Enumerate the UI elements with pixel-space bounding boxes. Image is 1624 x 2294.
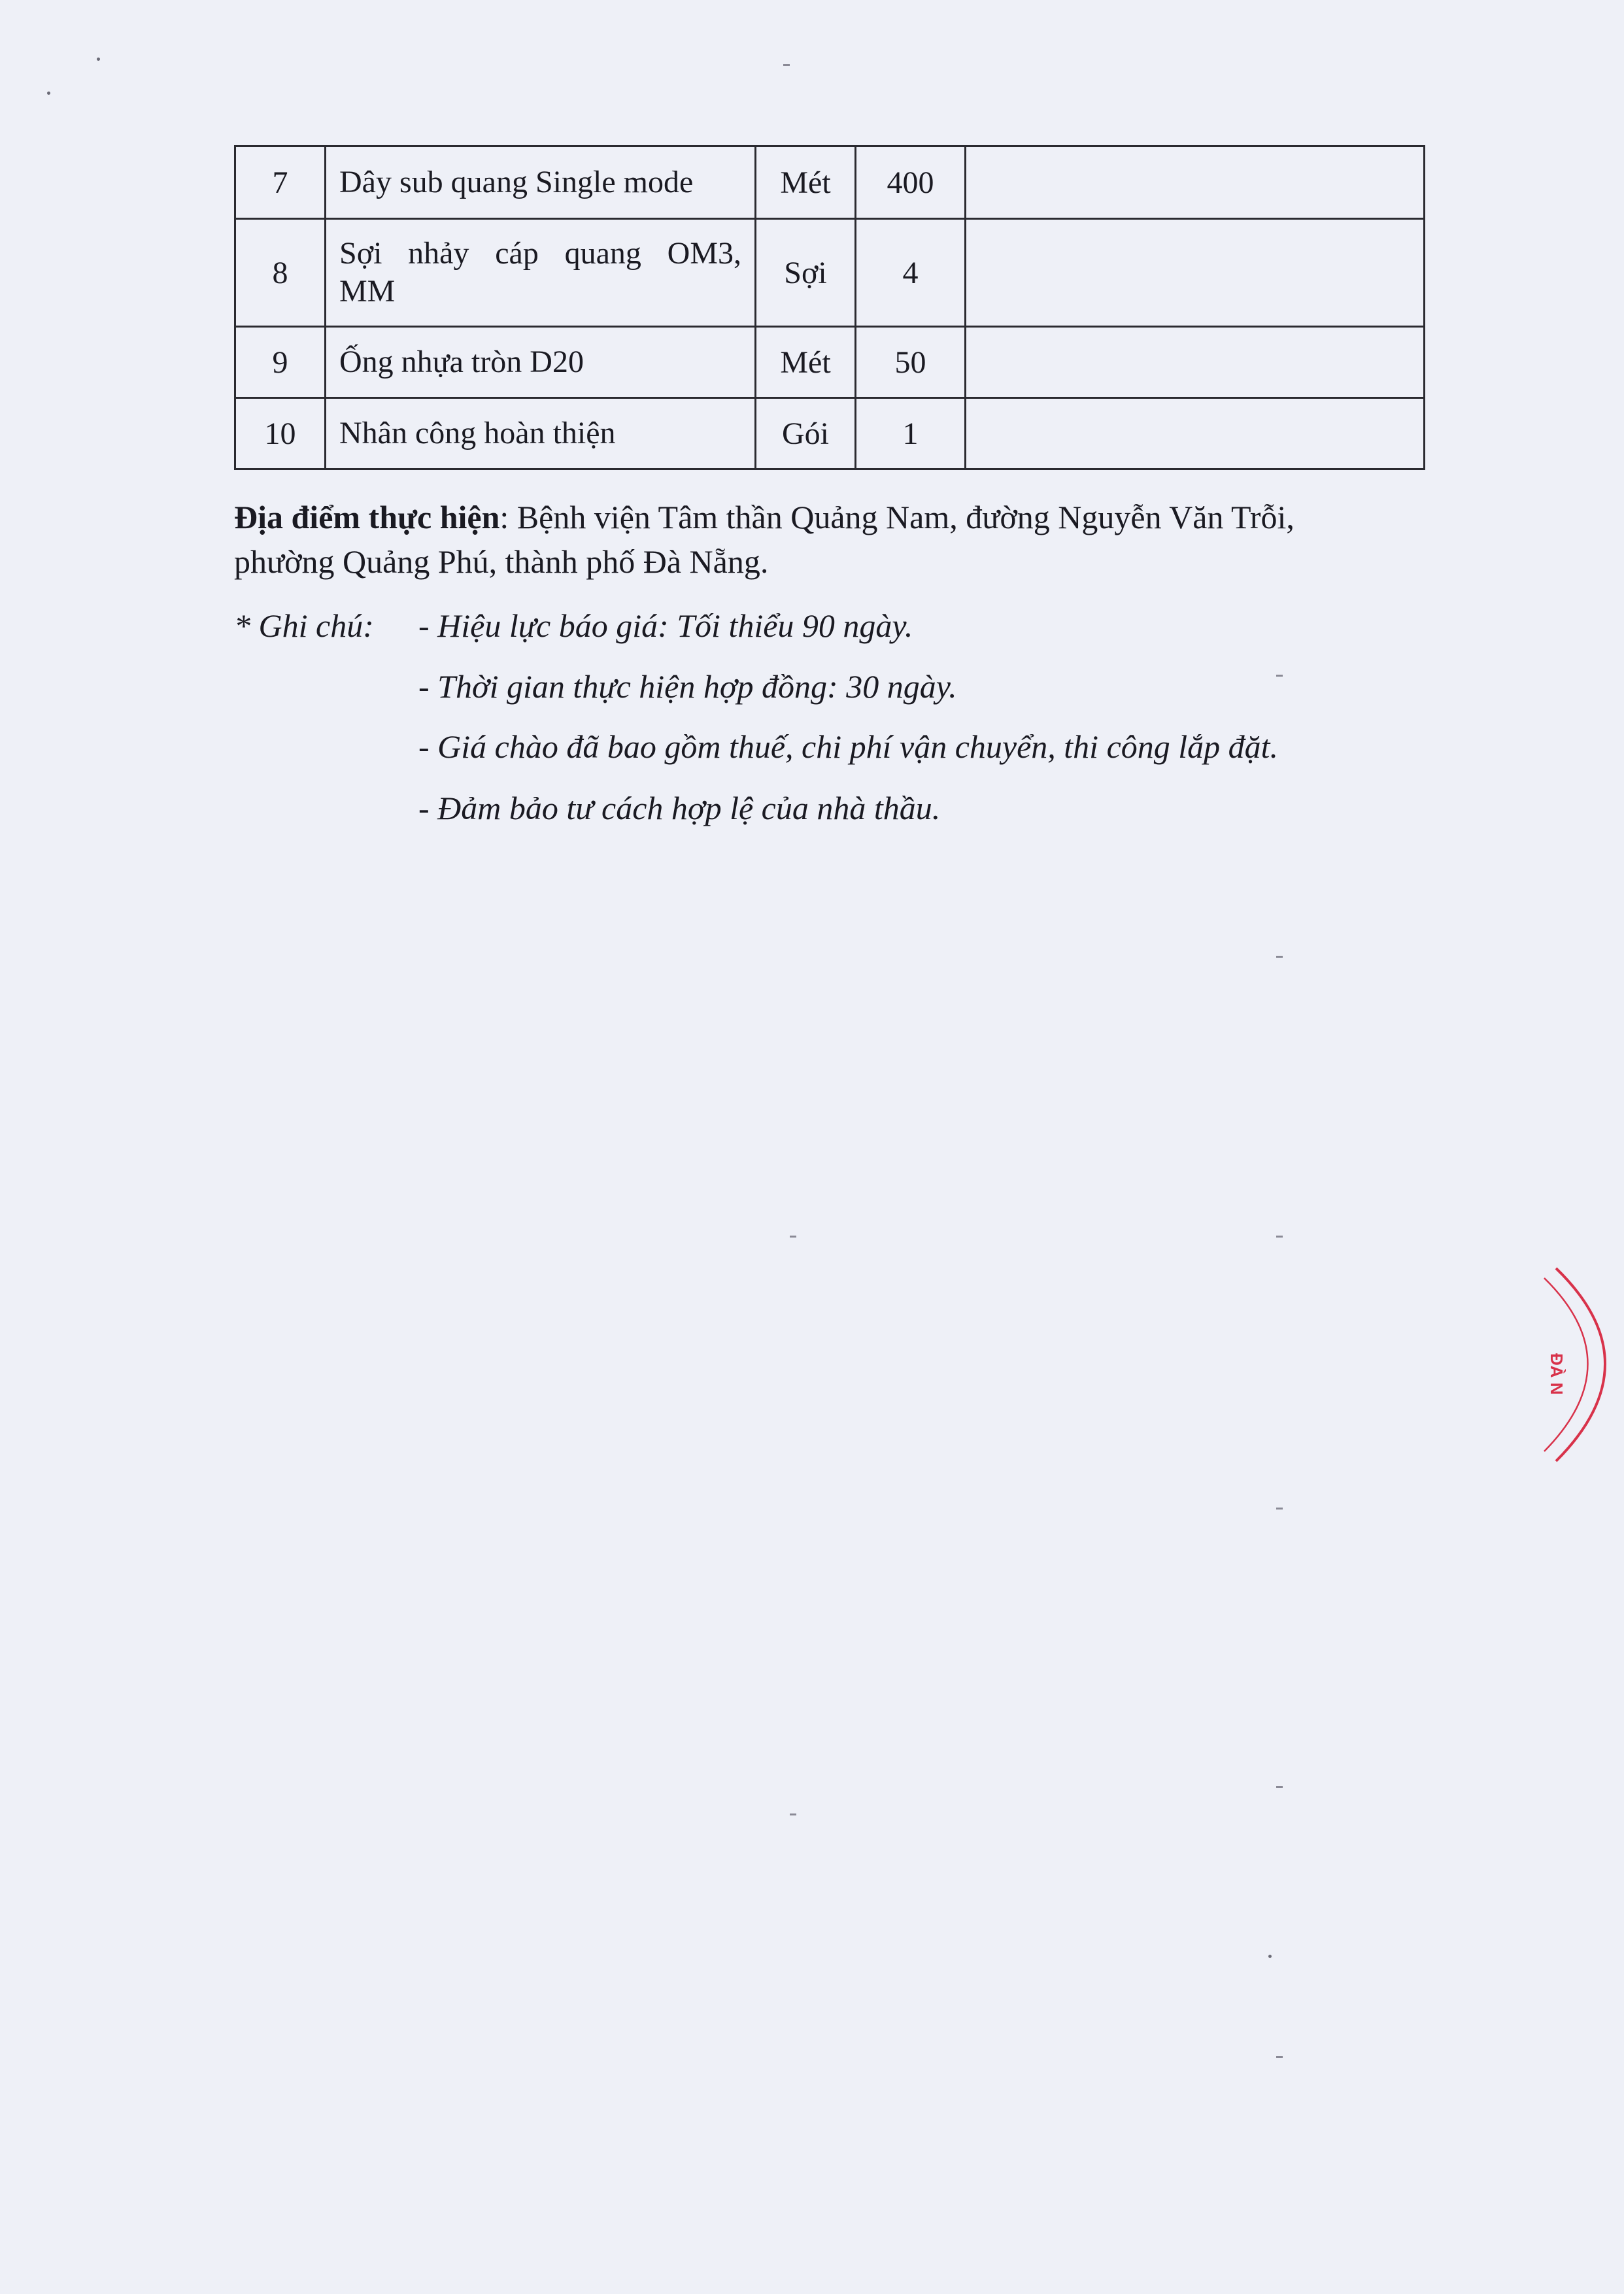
item-name bbox=[326, 219, 756, 327]
scan-mark bbox=[1276, 956, 1283, 958]
item-name-line-1: Sợi nhảy cáp quang OM3, bbox=[339, 236, 741, 271]
scan-mark bbox=[97, 58, 100, 61]
note-item: - Đảm bảo tư cách hợp lệ của nhà thầu. bbox=[418, 790, 941, 826]
scan-mark bbox=[790, 1236, 796, 1238]
scan-mark bbox=[1276, 675, 1283, 677]
item-unit: Sợi bbox=[756, 219, 856, 327]
location-label: Địa điểm thực hiện bbox=[234, 499, 500, 535]
row-number: 8 bbox=[235, 219, 326, 327]
row-number: 10 bbox=[235, 398, 326, 469]
scan-mark bbox=[1276, 1786, 1283, 1788]
items-table bbox=[234, 145, 1425, 470]
item-unit: Mét bbox=[756, 146, 856, 219]
item-quantity: 50 bbox=[856, 327, 966, 398]
item-note bbox=[966, 398, 1425, 469]
scan-mark bbox=[1276, 1508, 1283, 1510]
notes-label: * Ghi chú: bbox=[234, 607, 374, 644]
item-name: Dây sub quang Single mode bbox=[326, 146, 756, 219]
item-quantity: 4 bbox=[856, 219, 966, 327]
scan-mark bbox=[1268, 1955, 1272, 1958]
seal-text: ĐÀ N bbox=[1547, 1353, 1566, 1395]
item-note bbox=[966, 146, 1425, 219]
note-item: - Thời gian thực hiện hợp đồng: 30 ngày. bbox=[418, 668, 957, 705]
item-name: Ống nhựa tròn D20 bbox=[326, 327, 756, 398]
table-row bbox=[235, 398, 1425, 469]
table-row bbox=[235, 327, 1425, 398]
location-line-1: : Bệnh viện Tâm thần Quảng Nam, đường Nguyễn Văn Trỗi, bbox=[499, 499, 1294, 535]
row-number: 7 bbox=[235, 146, 326, 219]
red-seal-stamp bbox=[1543, 1255, 1624, 1471]
scan-mark bbox=[790, 1813, 796, 1815]
scan-mark bbox=[47, 92, 50, 95]
item-name-line-2: MM bbox=[339, 274, 396, 309]
scan-mark bbox=[1276, 1236, 1283, 1238]
item-name: Nhân công hoàn thiện bbox=[326, 398, 756, 469]
item-unit: Gói bbox=[756, 398, 856, 469]
seal-icon bbox=[1543, 1255, 1624, 1471]
item-note bbox=[966, 327, 1425, 398]
table-row bbox=[235, 219, 1425, 327]
item-quantity: 1 bbox=[856, 398, 966, 469]
row-number: 9 bbox=[235, 327, 326, 398]
item-note bbox=[966, 219, 1425, 327]
note-item: - Giá chào đã bao gồm thuế, chi phí vận chuyển, thi công lắp đặt. bbox=[418, 728, 1279, 765]
note-item: - Hiệu lực báo giá: Tối thiểu 90 ngày. bbox=[418, 607, 913, 644]
scan-mark bbox=[783, 64, 790, 66]
scan-mark bbox=[1276, 2056, 1283, 2058]
table-row bbox=[235, 146, 1425, 219]
item-quantity: 400 bbox=[856, 146, 966, 219]
location-line-2: phường Quảng Phú, thành phố Đà Nẵng. bbox=[234, 543, 769, 580]
item-unit: Mét bbox=[756, 327, 856, 398]
location-paragraph bbox=[234, 495, 1430, 584]
